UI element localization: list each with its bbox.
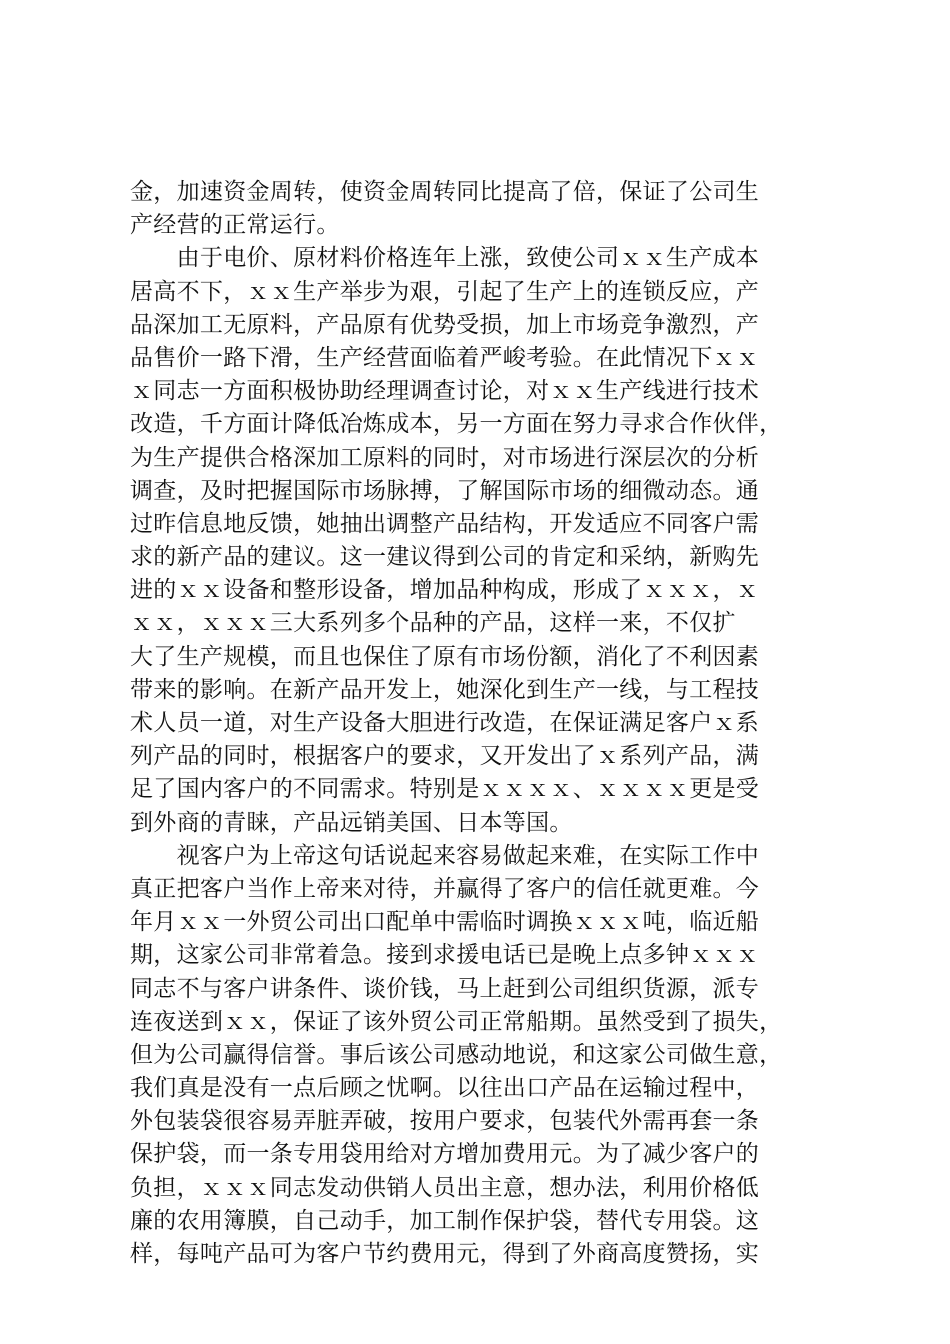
text-line: 但为公司赢得信誉。事后该公司感动地说，和这家公司做生意， xyxy=(130,1041,783,1068)
text-line: 真正把客户当作上帝来对待，并赢得了客户的信任就更难。今 xyxy=(130,875,760,902)
text-line: 保护袋，而一条专用袋用给对方增加费用元。为了减少客户的 xyxy=(130,1141,760,1168)
text-line: 年月ｘｘ一外贸公司出口配单中需临时调换ｘｘｘ吨，临近船 xyxy=(130,909,760,936)
text-line: 金，加速资金周转，使资金周转同比提高了倍，保证了公司生 xyxy=(130,179,760,205)
text-line: 列产品的同时，根据客户的要求，又开发出了ｘ系列产品，满 xyxy=(130,743,760,770)
text-line: 到外商的青睐，产品远销美国、日本等国。 xyxy=(130,809,573,836)
text-line: 连夜送到ｘｘ，保证了该外贸公司正常船期。虽然受到了损失， xyxy=(130,1008,783,1035)
text-line: ｘｘ，ｘｘｘ三大系列多个品种的产品，这样一来，不仅扩 xyxy=(130,610,736,637)
text-line: 同志不与客户讲条件、谈价钱，马上赶到公司组织货源，派专 xyxy=(130,975,760,1002)
text-line: 期，这家公司非常着急。接到求援电话已是晚上点多钟ｘｘｘ xyxy=(130,942,760,969)
text-line: 术人员一道，对生产设备大胆进行改造，在保证满足客户ｘ系 xyxy=(130,710,760,736)
text-line: 产经营的正常运行。 xyxy=(130,212,340,239)
text-line: 求的新产品的建议。这一建议得到公司的肯定和采纳，新购先 xyxy=(130,544,760,571)
text-line: 为生产提供合格深加工原料的同时，对市场进行深层次的分析 xyxy=(130,444,760,471)
text-line: 样，每吨产品可为客户节约费用元，得到了外商高度赞扬，实 xyxy=(130,1241,760,1267)
text-line: 视客户为上帝这句话说起来容易做起来难，在实际工作中 xyxy=(130,842,760,869)
text-line: 由于电价、原材料价格连年上涨，致使公司ｘｘ生产成本 xyxy=(130,245,760,272)
text-line: 改造，千方面计降低冶炼成本，另一方面在努力寻求合作伙伴， xyxy=(130,411,783,438)
text-line: ｘ同志一方面积极协助经理调查讨论，对ｘｘ生产线进行技术 xyxy=(130,378,760,405)
body-text xyxy=(130,176,830,1271)
text-line: 进的ｘｘ设备和整形设备，增加品种构成，形成了ｘｘｘ，ｘ xyxy=(130,577,760,604)
text-line: 廉的农用簿膜，自己动手，加工制作保护袋，替代专用袋。这 xyxy=(130,1207,760,1234)
text-line: 居高不下，ｘｘ生产举步为艰，引起了生产上的连锁反应，产 xyxy=(130,278,760,305)
text-line: 外包装袋很容易弄脏弄破，按用户要求，包装代外需再套一条 xyxy=(130,1108,760,1135)
text-line: 负担，ｘｘｘ同志发动供销人员出主意，想办法，利用价格低 xyxy=(130,1174,760,1201)
text-line: 品售价一路下滑，生产经营面临着严峻考验。在此情况下ｘｘ xyxy=(130,344,760,371)
text-line: 足了国内客户的不同需求。特别是ｘｘｘｘ、ｘｘｘｘ更是受 xyxy=(130,776,760,803)
text-line: 调查，及时把握国际市场脉搏，了解国际市场的细微动态。通 xyxy=(130,477,760,504)
text-line: 过昨信息地反馈，她抽出调整产品结构，开发适应不同客户需 xyxy=(130,510,760,537)
text-line: 大了生产规模，而且也保住了原有市场份额，消化了不利因素 xyxy=(130,643,760,670)
text-line: 品深加工无原料，产品原有优势受损，加上市场竞争激烈，产 xyxy=(130,311,760,338)
text-line: 带来的影响。在新产品开发上，她深化到生产一线，与工程技 xyxy=(130,676,760,703)
text-line: 我们真是没有一点后顾之忧啊。以往出口产品在运输过程中， xyxy=(130,1075,760,1102)
